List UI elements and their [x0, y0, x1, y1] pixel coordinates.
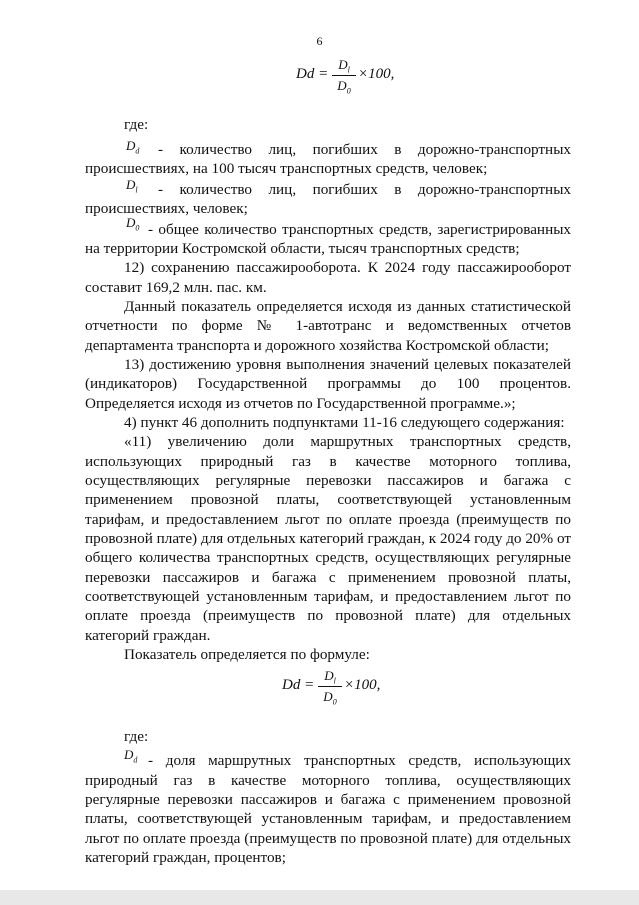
formula-2-rhs: ×100,	[344, 677, 381, 693]
definition-dd-line-1: - количество лиц, погибших в дорожно-транспортных	[158, 141, 571, 158]
symbol-dl: $D_l$	[126, 177, 138, 195]
item-12-line-1: 12) сохранению пассажирооборота. К 2024 году пассажирооборот	[124, 259, 571, 276]
formula-2-denominator: $D_0$	[323, 689, 337, 707]
subitem-11-line-1: «11) увеличению доли маршрутных транспортных средств,	[124, 433, 571, 450]
item-13-line-3: Определяется исходя из отчетов по Государственной программе.»;	[85, 395, 516, 412]
page-number: 6	[316, 34, 323, 48]
formula-1-denominator: $D_0$	[337, 78, 351, 96]
subitem-11-line-2: использующих природный газ в качестве моторного топлива,	[85, 453, 571, 470]
where-label-1: где:	[124, 116, 149, 133]
subitem-11-line-11: категорий граждан.	[85, 627, 211, 644]
definition-dd2-line-2: природный газ в качестве моторного топлива, осуществляющих	[85, 772, 571, 789]
symbol-d0: $D_0$	[126, 215, 140, 233]
subitem-11-line-3: осуществляющих регулярные перевозки пассажиров и багажа с	[85, 472, 571, 489]
formula-intro: Показатель определяется по формуле:	[124, 646, 370, 663]
subitem-11-line-4: применением провозной платы, соответствующей установленным	[85, 491, 571, 508]
subitem-11-line-8: перевозки пассажиров и багажа с применением провозной платы,	[85, 569, 571, 586]
subitem-11-line-5: тарифам, и предоставлением льгот по оплате проезда (преимуществ по	[85, 511, 571, 528]
subitem-11-line-10: оплате проезда (преимуществ по провозной плате) для отдельных	[85, 607, 571, 624]
symbol-dd-2: $D_d$	[124, 747, 138, 765]
subitem-11-line-9: соответствующей установленным тарифам, и предоставлением льгот по	[85, 588, 571, 605]
fraction-bar	[318, 686, 342, 687]
data-source-line-3: департамента транспорта и дорожного хозяйства Костромской области;	[85, 337, 550, 354]
definition-dd2-line-6: категорий граждан, процентов;	[85, 849, 286, 866]
formula-1-lhs: Dd =	[296, 66, 329, 82]
data-source-line-2: отчетности по форме № 1-автотранс и ведомственных отчетов	[85, 317, 571, 334]
formula-1	[296, 56, 406, 96]
definition-dd2-line-3: регулярные перевозки пассажиров и багажа с применением провозной	[85, 791, 571, 808]
item-13-line-2: (индикаторов) Государственной программы до 100 процентов.	[85, 375, 571, 392]
where-label-2: где:	[124, 728, 149, 745]
symbol-dd: $D_d$	[126, 138, 140, 156]
formula-1-fraction	[332, 56, 356, 94]
formula-2-fraction	[318, 667, 342, 705]
formula-1-rhs: ×100,	[358, 66, 395, 82]
formula-2-numerator: $D_l$	[324, 668, 336, 686]
definition-dl-line-2: происшествиях, человек;	[85, 200, 248, 217]
scan-bottom-edge	[0, 890, 639, 905]
formula-1-numerator: $D_l$	[338, 57, 350, 75]
item-13-line-1: 13) достижению уровня выполнения значений целевых показателей	[124, 356, 571, 373]
formula-2	[282, 667, 392, 707]
definition-dd2-line-1: - доля маршрутных транспортных средств, использующих	[148, 752, 571, 769]
definition-dd2-line-4: платы, соответствующей установленным тарифам, и предоставлением	[85, 810, 571, 827]
subitem-11-line-7: общего количества транспортных средств, осуществляющих регулярные	[85, 549, 571, 566]
definition-d0-line-1: - общее количество транспортных средств, зарегистрированных	[148, 221, 571, 238]
item-12-line-2: составит 169,2 млн. пас. км.	[85, 279, 267, 296]
data-source-line-1: Данный показатель определяется исходя из данных статистической	[124, 298, 571, 315]
definition-dl-line-1: - количество лиц, погибших в дорожно-транспортных	[158, 181, 571, 198]
definition-dd-line-2: происшествиях, на 100 тысяч транспортных средств, человек;	[85, 160, 488, 177]
item-4-line-1: 4) пункт 46 дополнить подпунктами 11-16 следующего содержания:	[124, 414, 565, 431]
fraction-bar	[332, 75, 356, 76]
subitem-11-line-6: провозной плате) для отдельных категорий граждан, к 2024 году до 20% от	[85, 530, 571, 547]
definition-dd2-line-5: льгот по оплате проезда (преимуществ по провозной плате) для отдельных	[85, 830, 571, 847]
definition-d0-line-2: на территории Костромской области, тысяч транспортных средств;	[85, 240, 520, 257]
formula-2-lhs: Dd =	[282, 677, 315, 693]
